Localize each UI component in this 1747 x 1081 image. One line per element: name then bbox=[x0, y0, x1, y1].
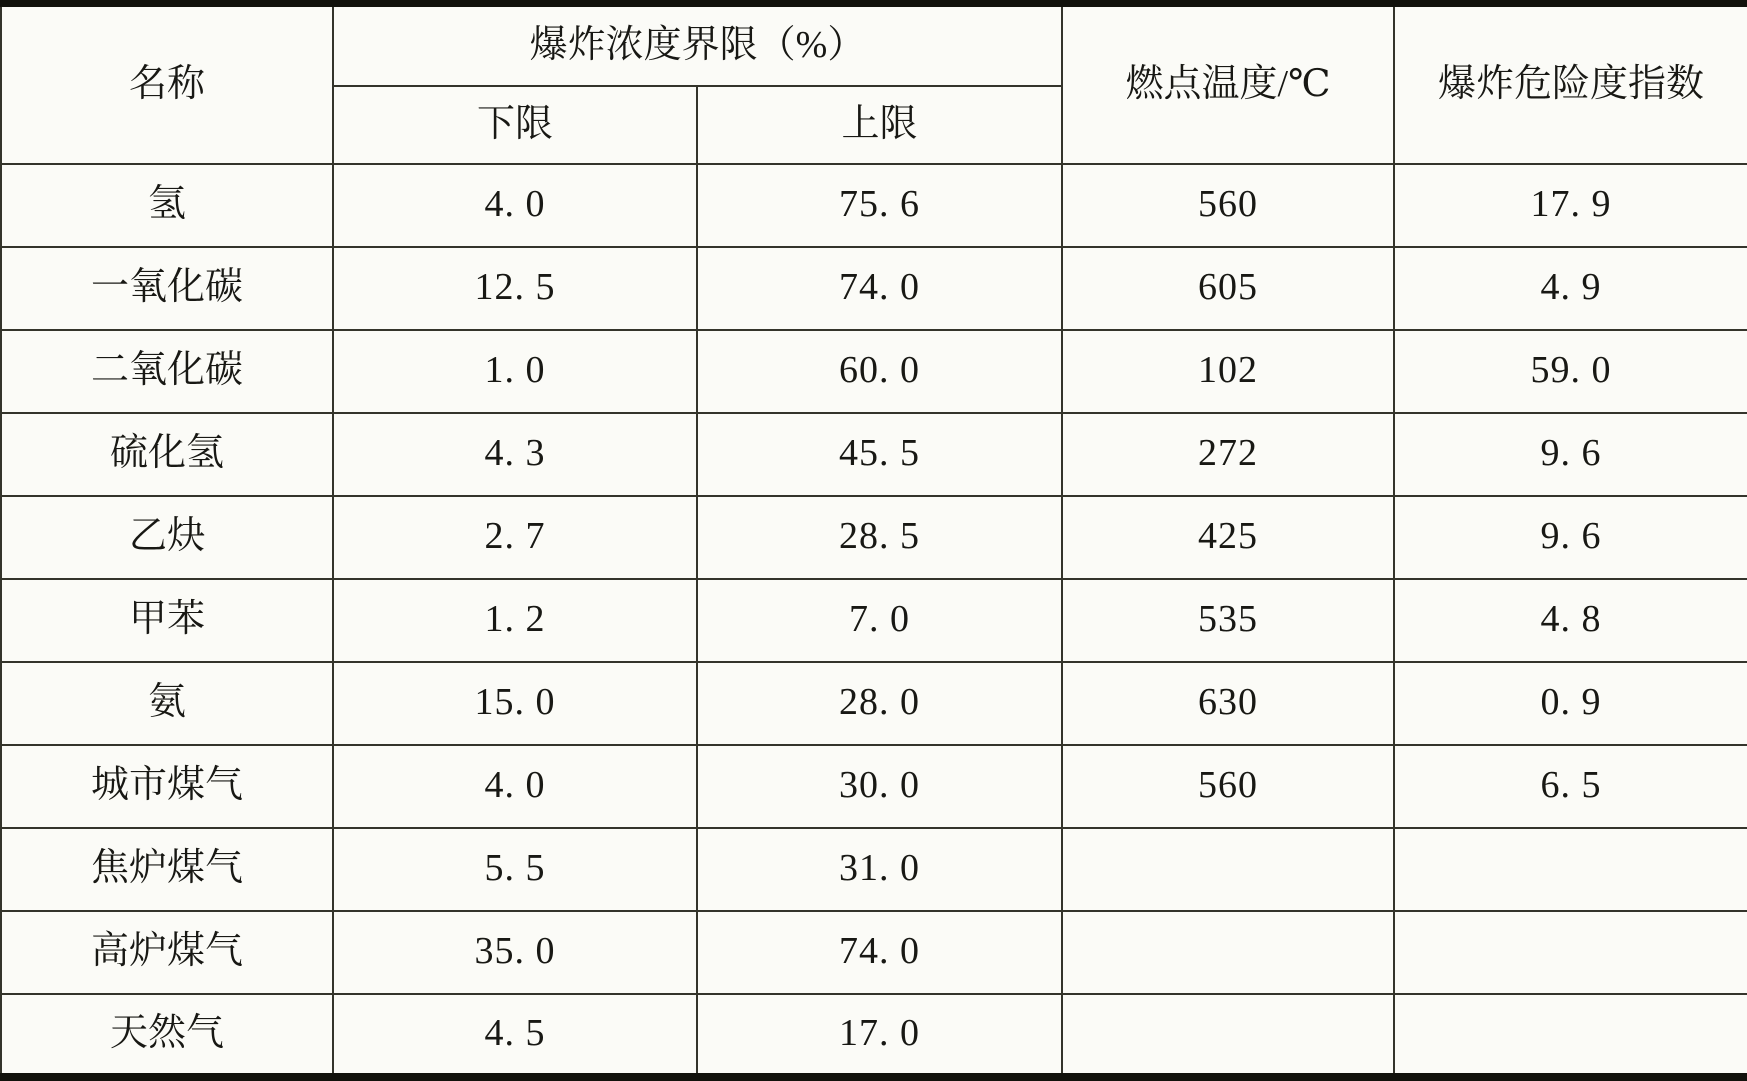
header-ignition-temp: 燃点温度/℃ bbox=[1062, 4, 1394, 164]
cell-gas-name: 天然气 bbox=[1, 994, 333, 1077]
table-row bbox=[1, 911, 1747, 994]
cell-lower-limit: 15. 0 bbox=[333, 662, 697, 745]
cell-upper-limit: 17. 0 bbox=[697, 994, 1062, 1077]
cell-upper-limit: 28. 0 bbox=[697, 662, 1062, 745]
cell-upper-limit: 45. 5 bbox=[697, 413, 1062, 496]
table-row bbox=[1, 662, 1747, 745]
cell-lower-limit: 12. 5 bbox=[333, 247, 697, 330]
table-row bbox=[1, 164, 1747, 247]
cell-gas-name: 城市煤气 bbox=[1, 745, 333, 828]
cell-ignition-temp: 535 bbox=[1062, 579, 1394, 662]
cell-gas-name: 甲苯 bbox=[1, 579, 333, 662]
cell-lower-limit: 4. 5 bbox=[333, 994, 697, 1077]
cell-upper-limit: 31. 0 bbox=[697, 828, 1062, 911]
cell-danger-index bbox=[1394, 911, 1747, 994]
cell-ignition-temp: 102 bbox=[1062, 330, 1394, 413]
cell-upper-limit: 74. 0 bbox=[697, 247, 1062, 330]
cell-gas-name: 硫化氢 bbox=[1, 413, 333, 496]
cell-ignition-temp: 605 bbox=[1062, 247, 1394, 330]
cell-danger-index: 0. 9 bbox=[1394, 662, 1747, 745]
cell-danger-index: 9. 6 bbox=[1394, 413, 1747, 496]
cell-danger-index bbox=[1394, 994, 1747, 1077]
cell-upper-limit: 7. 0 bbox=[697, 579, 1062, 662]
header-lower-limit: 下限 bbox=[333, 86, 697, 164]
header-explosion-limits: 爆炸浓度界限（%） bbox=[333, 4, 1062, 86]
cell-danger-index: 17. 9 bbox=[1394, 164, 1747, 247]
table-row bbox=[1, 496, 1747, 579]
cell-ignition-temp bbox=[1062, 994, 1394, 1077]
cell-lower-limit: 4. 3 bbox=[333, 413, 697, 496]
table-body bbox=[1, 164, 1747, 1078]
cell-upper-limit: 60. 0 bbox=[697, 330, 1062, 413]
cell-ignition-temp bbox=[1062, 828, 1394, 911]
table-header bbox=[1, 4, 1747, 164]
cell-lower-limit: 2. 7 bbox=[333, 496, 697, 579]
cell-gas-name: 乙炔 bbox=[1, 496, 333, 579]
cell-lower-limit: 5. 5 bbox=[333, 828, 697, 911]
header-upper-limit: 上限 bbox=[697, 86, 1062, 164]
table-row bbox=[1, 413, 1747, 496]
cell-gas-name: 氢 bbox=[1, 164, 333, 247]
cell-lower-limit: 1. 0 bbox=[333, 330, 697, 413]
cell-upper-limit: 75. 6 bbox=[697, 164, 1062, 247]
cell-upper-limit: 28. 5 bbox=[697, 496, 1062, 579]
cell-gas-name: 一氧化碳 bbox=[1, 247, 333, 330]
cell-danger-index: 9. 6 bbox=[1394, 496, 1747, 579]
cell-ignition-temp bbox=[1062, 911, 1394, 994]
table-row bbox=[1, 828, 1747, 911]
cell-ignition-temp: 425 bbox=[1062, 496, 1394, 579]
table-row bbox=[1, 994, 1747, 1077]
cell-danger-index: 59. 0 bbox=[1394, 330, 1747, 413]
table-row bbox=[1, 745, 1747, 828]
cell-gas-name: 高炉煤气 bbox=[1, 911, 333, 994]
cell-danger-index: 6. 5 bbox=[1394, 745, 1747, 828]
cell-lower-limit: 4. 0 bbox=[333, 745, 697, 828]
cell-danger-index: 4. 9 bbox=[1394, 247, 1747, 330]
header-name: 名称 bbox=[1, 4, 333, 164]
cell-ignition-temp: 560 bbox=[1062, 745, 1394, 828]
cell-upper-limit: 74. 0 bbox=[697, 911, 1062, 994]
cell-lower-limit: 35. 0 bbox=[333, 911, 697, 994]
cell-danger-index: 4. 8 bbox=[1394, 579, 1747, 662]
cell-ignition-temp: 272 bbox=[1062, 413, 1394, 496]
table-row bbox=[1, 579, 1747, 662]
cell-lower-limit: 1. 2 bbox=[333, 579, 697, 662]
cell-danger-index bbox=[1394, 828, 1747, 911]
table-row bbox=[1, 247, 1747, 330]
cell-ignition-temp: 560 bbox=[1062, 164, 1394, 247]
table-row bbox=[1, 330, 1747, 413]
cell-lower-limit: 4. 0 bbox=[333, 164, 697, 247]
cell-gas-name: 氨 bbox=[1, 662, 333, 745]
header-danger-index: 爆炸危险度指数 bbox=[1394, 4, 1747, 164]
cell-ignition-temp: 630 bbox=[1062, 662, 1394, 745]
header-row-group bbox=[1, 4, 1747, 86]
cell-gas-name: 焦炉煤气 bbox=[1, 828, 333, 911]
cell-gas-name: 二氧化碳 bbox=[1, 330, 333, 413]
cell-upper-limit: 30. 0 bbox=[697, 745, 1062, 828]
